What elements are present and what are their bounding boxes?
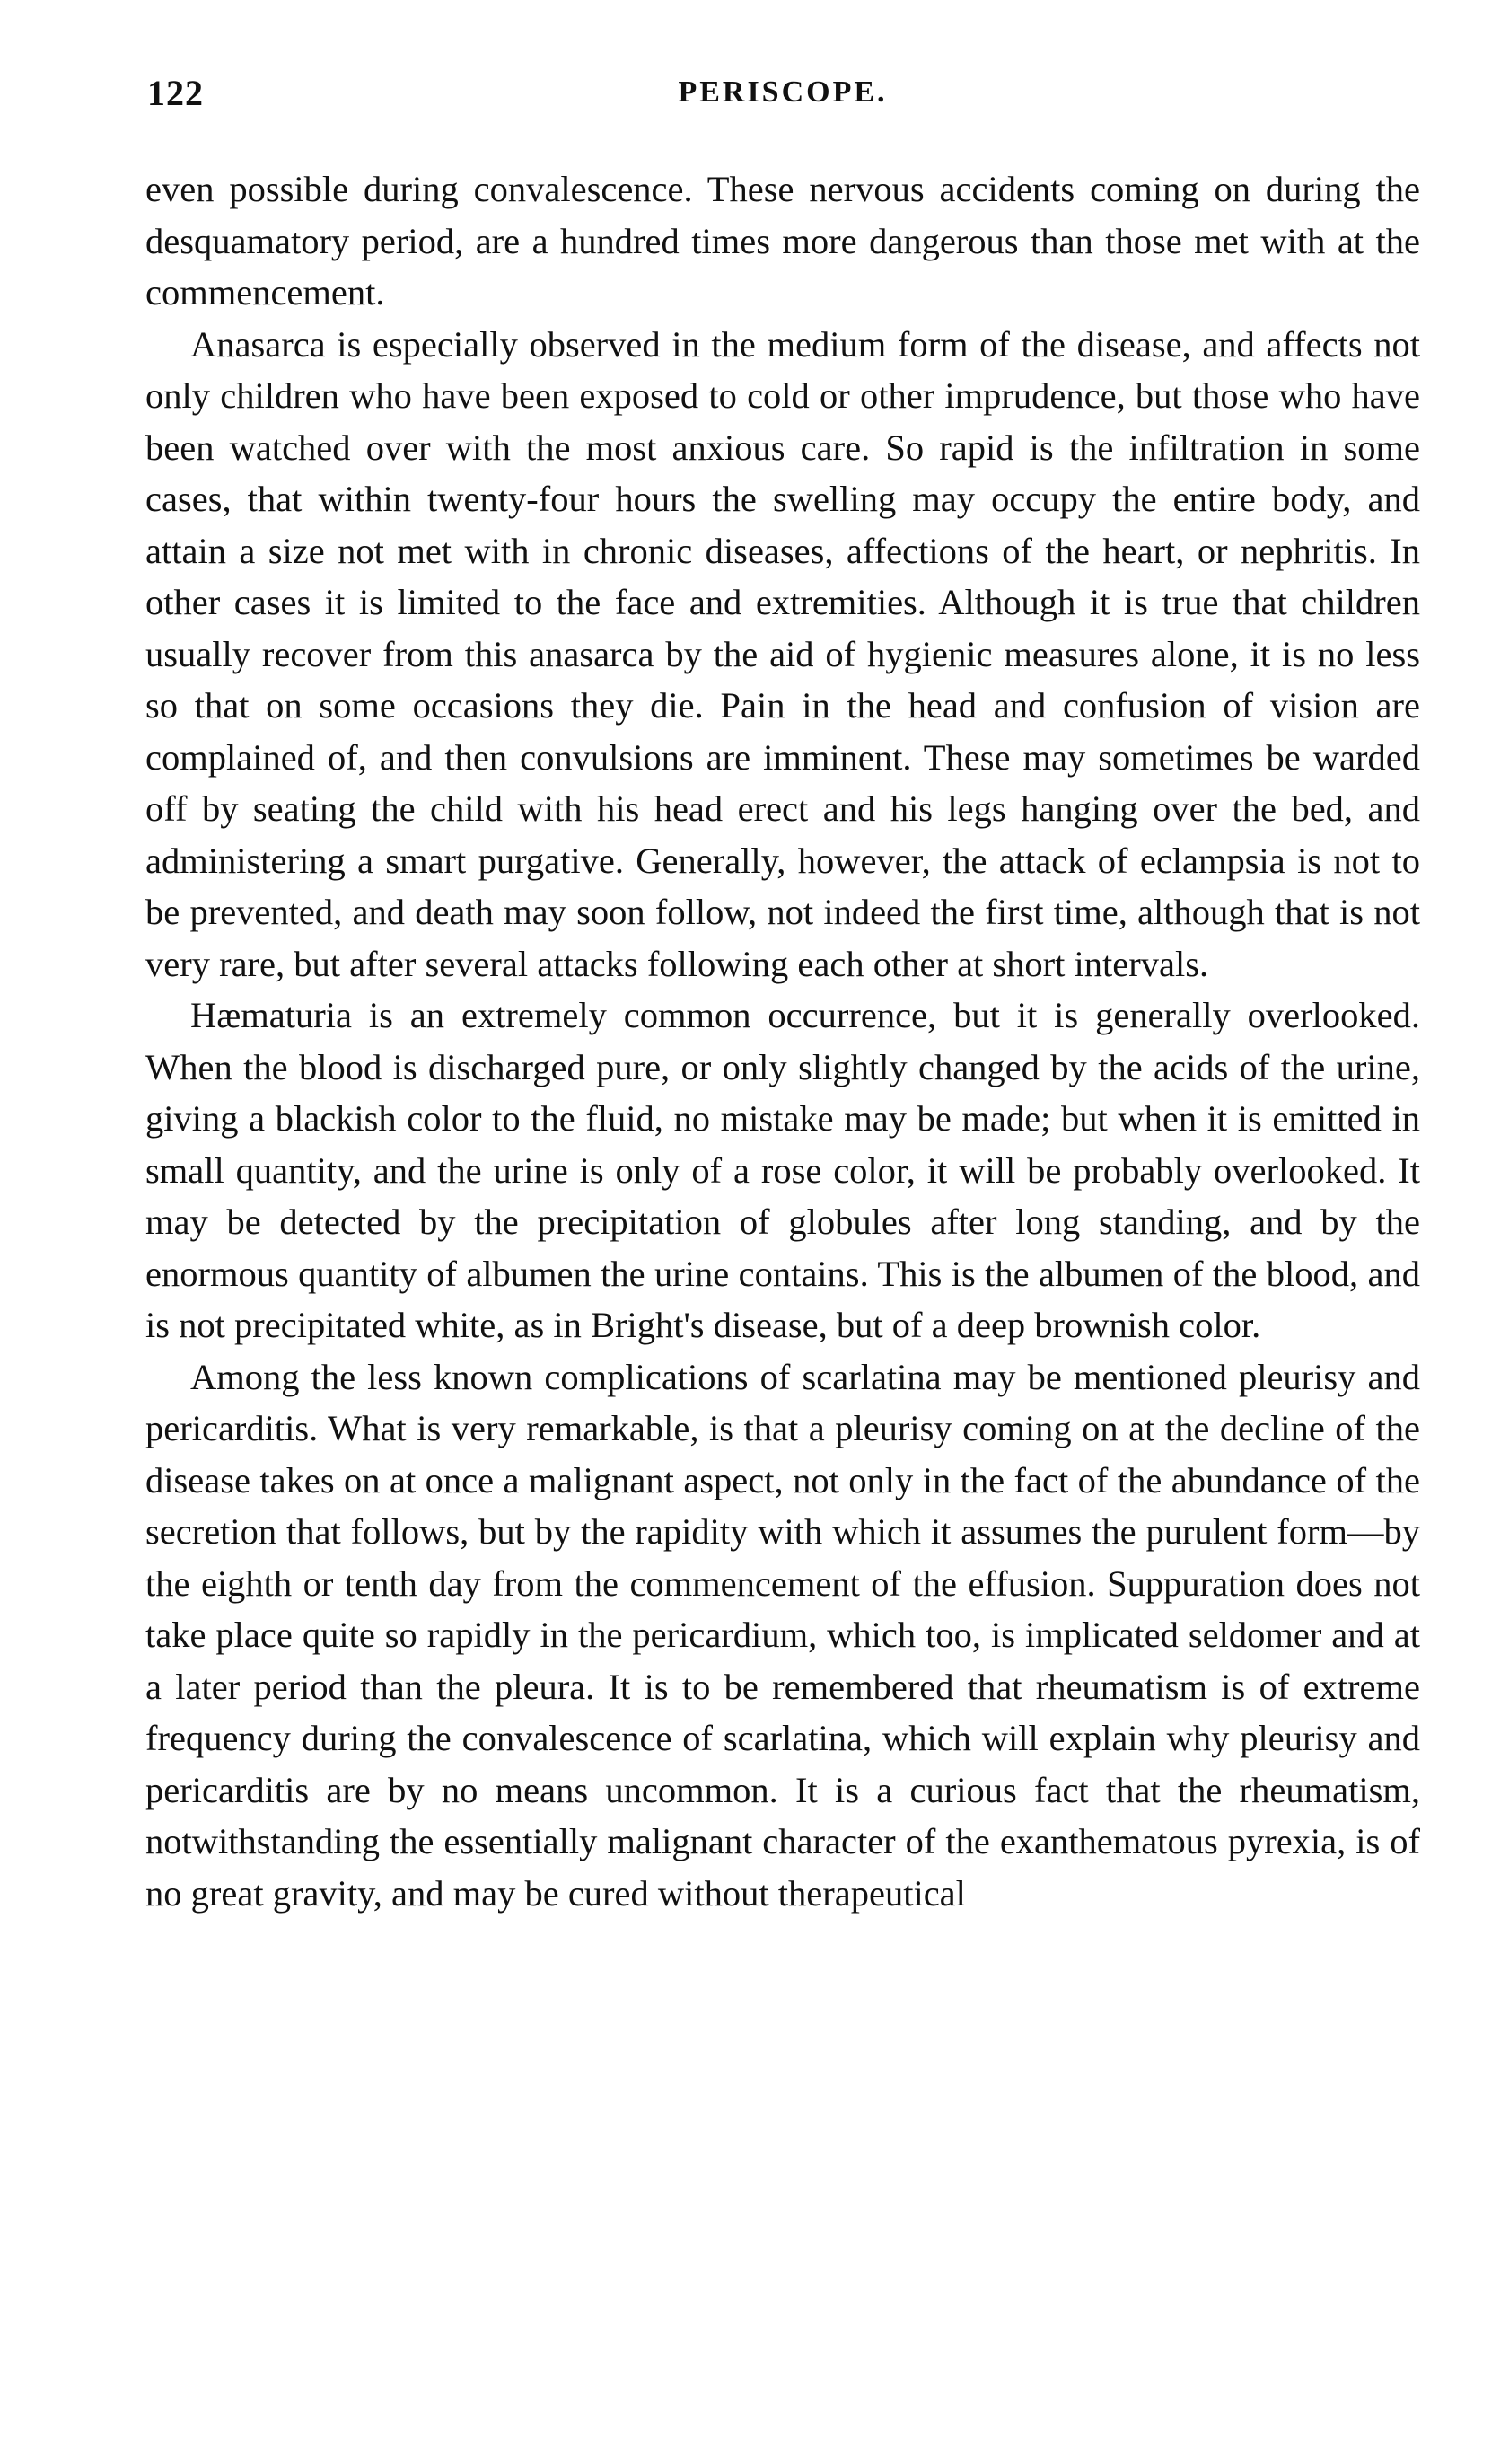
paragraph-continued: even possible during convalescence. These nervous accidents coming on during the desquamatory period, are a hundred times more dangerous than those met with at the commencement.	[145, 169, 1420, 312]
paragraph-anasarca: Anasarca is especially observed in the medium form of the disease, and affects not only children who have been exposed to cold or other imprudence, but those who have been watched over with the most anxious care. So rapid is the infiltration in some cases, that within twenty-four hours the swelling may occupy the entire body, and attain a size not met with in chronic diseases, affections of the heart, or nephritis. In other cases it is limited to the face and extremities. Although it is true that children usually recover from this anasarca by the aid of hygienic measures alone, it is no less so that on some occasions they die. Pain in the head and confusion of vision are complained of, and then convulsions are imminent. These may sometimes be warded off by seating the child with his head erect and his legs hanging over the bed, and administering a smart purgative. Generally, however, the attack of eclampsia is not to be prevented, and death may soon follow, not indeed the first time, although that is not very rare, but after several attacks following each other at short intervals.	[145, 323, 1420, 984]
paragraph-haematuria: Hæmaturia is an extremely common occurrence, but it is generally overlooked. When the blood is discharged pure, or only slightly changed by the acids of the urine, giving a blackish color to the fluid, no mistake may be made; but when it is emitted in small quantity, and the urine is only of a rose color, it will be probably overlooked. It may be detected by the precipitation of globules after long standing, and by the enormous quantity of albumen the urine contains. This is the albumen of the blood, and is not precipitated white, as in Bright's disease, but of a deep brownish color.	[145, 995, 1420, 1345]
running-title: PERISCOPE.	[678, 75, 888, 109]
page-number: 122	[147, 73, 204, 113]
book-page	[145, 63, 1420, 2433]
paragraph-complications: Among the less known complications of scarlatina may be mentioned pleurisy and pericarditis. What is very remarkable, is that a pleurisy coming on at the decline of the disease takes on at once a malignant aspect, not only in the fact of the abundance of the secretion that follows, but by the rapidity with which it assumes the purulent form—by the eighth or tenth day from the commencement of the effusion. Suppuration does not take place quite so rapidly in the pericardium, which too, is implicated seldomer and at a later period than the pleura. It is to be remembered that rheumatism is of extreme frequency during the convalescence of scarlatina, which will explain why pleurisy and pericarditis are by no means uncommon. It is a curious fact that the rheumatism, notwithstanding the essentially malignant character of the exanthematous pyrexia, is of no great gravity, and may be cured without therapeutical	[145, 1356, 1420, 1914]
body-text	[145, 163, 1420, 1919]
running-head	[145, 63, 1420, 126]
